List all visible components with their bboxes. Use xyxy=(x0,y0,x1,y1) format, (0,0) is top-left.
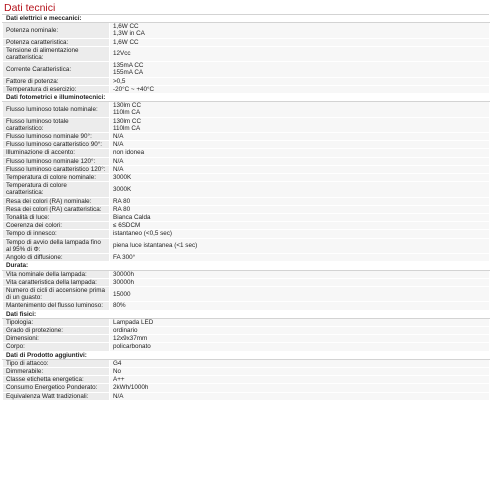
spec-label-cell xyxy=(3,214,110,222)
table-row xyxy=(3,38,490,46)
spec-label: Tempo di innesco: xyxy=(6,230,57,238)
spec-label: Flusso luminoso totale caratteristico: xyxy=(6,117,69,132)
spec-label: Classe etichetta energetica: xyxy=(6,376,84,384)
table-row xyxy=(3,318,490,326)
spec-value-cell xyxy=(110,359,490,367)
spec-label: Grado di protezione: xyxy=(6,326,64,334)
spec-value-cell xyxy=(110,343,490,351)
table-row xyxy=(3,326,490,334)
spec-label-cell xyxy=(3,157,110,165)
spec-label-cell xyxy=(3,165,110,173)
spec-label: Resa dei colori (RA) nominale: xyxy=(6,197,92,205)
spec-label-cell xyxy=(3,302,110,310)
section-heading: Dati fisici: xyxy=(3,310,490,318)
table-row xyxy=(3,157,490,165)
section-header-row xyxy=(3,94,490,102)
spec-value-cell xyxy=(110,376,490,384)
spec-label-cell xyxy=(3,367,110,375)
spec-label-cell xyxy=(3,77,110,85)
spec-value-cell xyxy=(110,302,490,310)
table-row xyxy=(3,85,490,93)
spec-label-cell xyxy=(3,286,110,301)
spec-label-cell xyxy=(3,384,110,392)
spec-value: N/A xyxy=(113,157,124,165)
spec-value-cell xyxy=(110,23,490,38)
spec-value-cell xyxy=(110,46,490,61)
spec-value: 12Vcc xyxy=(113,50,131,58)
spec-label-cell xyxy=(3,85,110,93)
spec-value: 1,3W in CA xyxy=(113,30,145,38)
section-heading: Dati fotometrici e illuminotecnici: xyxy=(3,94,490,102)
spec-label: Equivalenza Watt tradizionali: xyxy=(6,392,89,400)
table-row xyxy=(3,165,490,173)
spec-value: 2kWh/1000h xyxy=(113,384,149,392)
spec-label-cell xyxy=(3,326,110,334)
spec-value-cell xyxy=(110,318,490,326)
section-heading: Dati di Prodotto aggiuntivi: xyxy=(3,351,490,359)
spec-label-cell xyxy=(3,102,110,117)
spec-label-cell xyxy=(3,174,110,182)
spec-value: 15000 xyxy=(113,290,131,298)
section-header-row xyxy=(3,310,490,318)
spec-label-cell xyxy=(3,205,110,213)
spec-value: G4 xyxy=(113,359,122,367)
spec-value-cell xyxy=(110,182,490,197)
table-row xyxy=(3,343,490,351)
spec-value: N/A xyxy=(113,165,124,173)
spec-value-cell xyxy=(110,222,490,230)
table-row xyxy=(3,174,490,182)
spec-label: Vita caratteristica della lampada: xyxy=(6,278,97,286)
table-row xyxy=(3,102,490,117)
table-row xyxy=(3,46,490,61)
spec-value: non idonea xyxy=(113,149,145,157)
spec-label: Temperatura di colore caratteristica: xyxy=(6,182,67,197)
spec-value-cell xyxy=(110,102,490,117)
spec-label: Tonalità di luce: xyxy=(6,214,50,222)
spec-value-cell xyxy=(110,278,490,286)
spec-label: Tensione di alimentazione caratteristica: xyxy=(6,46,79,62)
spec-label-cell xyxy=(3,141,110,149)
spec-label-cell xyxy=(3,182,110,197)
table-row xyxy=(3,214,490,222)
spec-label-cell xyxy=(3,23,110,38)
spec-value: 155mA CA xyxy=(113,69,144,77)
table-row xyxy=(3,117,490,132)
spec-label: Flusso luminoso nominale 90°: xyxy=(6,133,92,141)
spec-value-cell xyxy=(110,85,490,93)
spec-value: piena luce istantanea (<1 sec) xyxy=(113,242,198,250)
spec-value-cell xyxy=(110,205,490,213)
spec-label-cell xyxy=(3,46,110,61)
page-title: Dati tecnici xyxy=(4,2,56,14)
spec-value: N/A xyxy=(113,392,124,400)
spec-value-cell xyxy=(110,133,490,141)
spec-value: Bianca Calda xyxy=(113,214,151,222)
table-row xyxy=(3,182,490,197)
spec-value: ≤ 6SDCM xyxy=(113,222,141,230)
spec-value: 30000h xyxy=(113,270,135,278)
spec-label: Fattore di potenza: xyxy=(6,77,59,85)
spec-value: 110lm CA xyxy=(113,109,141,117)
spec-label-cell xyxy=(3,197,110,205)
spec-value-cell xyxy=(110,230,490,238)
table-row xyxy=(3,62,490,77)
spec-value: 135mA CC xyxy=(113,62,144,70)
spec-value: 1,6W CC xyxy=(113,23,139,31)
spec-value: 3000K xyxy=(113,174,132,182)
spec-value-cell xyxy=(110,77,490,85)
spec-label-cell xyxy=(3,222,110,230)
spec-value-cell xyxy=(110,117,490,132)
spec-value-cell xyxy=(110,174,490,182)
spec-value-cell xyxy=(110,165,490,173)
table-row xyxy=(3,205,490,213)
spec-label: Dimensioni: xyxy=(6,335,39,343)
spec-value: 130lm CC xyxy=(113,117,141,125)
spec-value-cell xyxy=(110,384,490,392)
table-row xyxy=(3,230,490,238)
table-row xyxy=(3,367,490,375)
section-heading: Durata: xyxy=(3,262,490,270)
section-heading: Dati elettrici e meccanici: xyxy=(3,15,490,23)
spec-label: Potenza nominale: xyxy=(6,26,59,34)
table-row xyxy=(3,254,490,262)
spec-value-cell xyxy=(110,286,490,301)
table-row xyxy=(3,286,490,301)
spec-label: Flusso luminoso totale nominale: xyxy=(6,105,98,113)
section-header-row xyxy=(3,262,490,270)
spec-value: 130lm CC xyxy=(113,102,141,110)
spec-label: Flusso luminoso caratteristico 120°: xyxy=(6,165,106,173)
spec-label: Consumo Energetico Ponderato: xyxy=(6,384,98,392)
spec-value: 12x9x37mm xyxy=(113,335,148,343)
spec-label-cell xyxy=(3,149,110,157)
spec-value: ordinario xyxy=(113,326,138,334)
table-row xyxy=(3,238,490,253)
table-row xyxy=(3,278,490,286)
spec-label: Angolo di diffusione: xyxy=(6,254,63,262)
spec-value-cell xyxy=(110,157,490,165)
spec-label: Corrente Caratteristica: xyxy=(6,65,72,73)
spec-value: RA 80 xyxy=(113,197,131,205)
spec-label: Dimmerabile: xyxy=(6,367,44,375)
spec-label: Illuminazione di accento: xyxy=(6,149,75,157)
spec-value-cell xyxy=(110,141,490,149)
spec-value-cell xyxy=(110,335,490,343)
spec-label-cell xyxy=(3,254,110,262)
table-row xyxy=(3,197,490,205)
spec-value: istantaneo (<0,5 sec) xyxy=(113,230,172,238)
spec-label: Temperatura di esercizio: xyxy=(6,85,77,93)
spec-label-cell xyxy=(3,230,110,238)
spec-label: Resa dei colori (RA) caratteristica: xyxy=(6,205,102,213)
spec-value: FA 300° xyxy=(113,254,136,262)
spec-value: N/A xyxy=(113,133,124,141)
spec-value-cell xyxy=(110,38,490,46)
table-row xyxy=(3,359,490,367)
table-row xyxy=(3,149,490,157)
spec-label: Mantenimento del flusso luminoso: xyxy=(6,302,103,310)
spec-value-cell xyxy=(110,392,490,400)
spec-label: Vita nominale della lampada: xyxy=(6,270,87,278)
spec-label-cell xyxy=(3,38,110,46)
table-row xyxy=(3,141,490,149)
spec-value: 30000h xyxy=(113,278,135,286)
spec-label-cell xyxy=(3,133,110,141)
spec-label-cell xyxy=(3,392,110,400)
spec-label: Potenza caratteristica: xyxy=(6,38,69,46)
table-row xyxy=(3,222,490,230)
spec-label-cell xyxy=(3,62,110,77)
spec-value: -20°C ~ +40°C xyxy=(113,85,155,93)
spec-value-cell xyxy=(110,270,490,278)
spec-label-cell xyxy=(3,278,110,286)
spec-value: N/A xyxy=(113,141,124,149)
spec-value-cell xyxy=(110,326,490,334)
section-header-row xyxy=(3,15,490,23)
table-row xyxy=(3,133,490,141)
spec-label: Numero di cicli di accensione prima di un guasto: xyxy=(6,286,106,302)
spec-label: Tipo di attacco: xyxy=(6,359,49,367)
spec-label-cell xyxy=(3,376,110,384)
table-row xyxy=(3,376,490,384)
spec-value-cell xyxy=(110,214,490,222)
spec-value: Lampada LED xyxy=(113,318,154,326)
section-header-row xyxy=(3,351,490,359)
spec-label: Flusso luminoso caratteristico 90°: xyxy=(6,141,102,149)
spec-label: Temperatura di colore nominale: xyxy=(6,174,96,182)
spec-value: No xyxy=(113,367,122,375)
table-row xyxy=(3,384,490,392)
spec-value: 80% xyxy=(113,302,126,310)
spec-label: Coerenza dei colori: xyxy=(6,222,63,230)
spec-value-cell xyxy=(110,254,490,262)
spec-value-cell xyxy=(110,238,490,253)
table-row xyxy=(3,23,490,38)
spec-value: 3000K xyxy=(113,185,132,193)
specs-table xyxy=(2,14,490,401)
spec-value-cell xyxy=(110,149,490,157)
spec-value: A++ xyxy=(113,376,125,384)
spec-label-cell xyxy=(3,238,110,253)
spec-label: Flusso luminoso nominale 120°: xyxy=(6,157,96,165)
spec-label-cell xyxy=(3,117,110,132)
table-row xyxy=(3,392,490,400)
spec-value: 1,6W CC xyxy=(113,38,139,46)
spec-value-cell xyxy=(110,62,490,77)
spec-label-cell xyxy=(3,335,110,343)
table-row xyxy=(3,77,490,85)
spec-label-cell xyxy=(3,343,110,351)
spec-label-cell xyxy=(3,270,110,278)
spec-label: Tipologia: xyxy=(6,318,34,326)
spec-value: 110lm CA xyxy=(113,124,141,132)
spec-value-cell xyxy=(110,197,490,205)
spec-label: Corpo: xyxy=(6,343,25,351)
spec-label-cell xyxy=(3,359,110,367)
spec-value: RA 80 xyxy=(113,205,131,213)
table-row xyxy=(3,335,490,343)
table-row xyxy=(3,302,490,310)
spec-value-cell xyxy=(110,367,490,375)
spec-value: >0,5 xyxy=(113,77,126,85)
table-row xyxy=(3,270,490,278)
spec-value: policarbonato xyxy=(113,343,151,351)
spec-label: Tempo di avvio della lampada fino al 95% di Φ: xyxy=(6,238,101,253)
spec-label-cell xyxy=(3,318,110,326)
